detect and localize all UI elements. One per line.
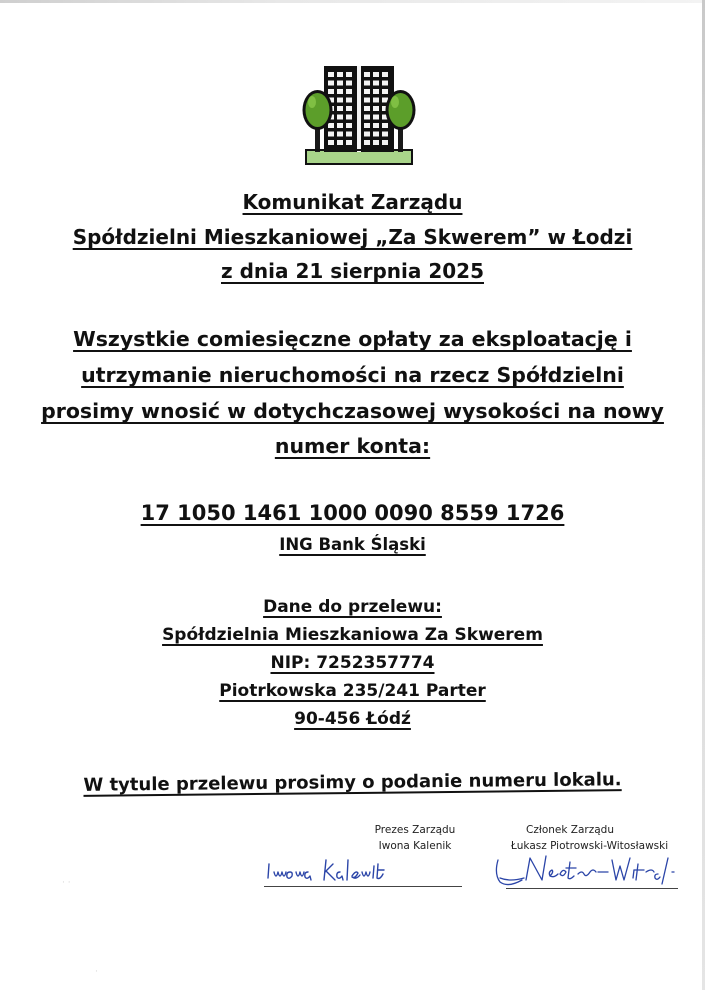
building-window bbox=[364, 72, 370, 77]
building-window bbox=[337, 115, 343, 120]
building-window bbox=[337, 72, 343, 77]
building-window bbox=[364, 98, 370, 103]
building-window bbox=[346, 98, 352, 103]
building-window bbox=[346, 81, 352, 86]
building-window bbox=[382, 132, 388, 137]
recipient-nip: NIP: 7252357774 bbox=[270, 653, 435, 673]
signature-role-board-member: Członek Zarządu bbox=[526, 824, 614, 836]
building-window bbox=[373, 115, 379, 120]
building-window bbox=[346, 140, 352, 145]
signature-name-board-member: Łukasz Piotrowski-Witosławski bbox=[510, 840, 669, 852]
building-window bbox=[373, 123, 379, 128]
cooperative-name: Spółdzielni Mieszkaniowej „Za Skwerem” w Łodzi bbox=[72, 225, 633, 249]
message-line-1: Wszystkie comiesięczne opłaty za eksploatację i bbox=[73, 327, 632, 351]
building-window bbox=[328, 123, 334, 128]
building-window bbox=[382, 72, 388, 77]
building-window bbox=[373, 106, 379, 111]
building-window bbox=[337, 98, 343, 103]
scan-speck: · · bbox=[62, 878, 71, 888]
building-window bbox=[328, 72, 334, 77]
bank-name: ING Bank Śląski bbox=[279, 535, 426, 554]
bank-account-number: 17 1050 1461 1000 0090 8559 1726 bbox=[140, 501, 565, 525]
building-window bbox=[328, 140, 334, 145]
signature-line-president bbox=[264, 886, 462, 887]
building-window bbox=[328, 81, 334, 86]
building-window bbox=[364, 115, 370, 120]
building-window bbox=[364, 81, 370, 86]
building-window bbox=[373, 72, 379, 77]
signature-name-president: Iwona Kalenik bbox=[378, 840, 452, 852]
building-window bbox=[328, 89, 334, 94]
building-window bbox=[328, 132, 334, 137]
scan-edge-top bbox=[0, 0, 705, 3]
recipient-street: Piotrkowska 235/241 Parter bbox=[219, 681, 486, 701]
building-window bbox=[337, 89, 343, 94]
building-window bbox=[364, 140, 370, 145]
handwritten-signature-board-member bbox=[492, 850, 688, 892]
building-window bbox=[346, 132, 352, 137]
building-window bbox=[373, 81, 379, 86]
recipient-name: Spółdzielnia Mieszkaniowa Za Skwerem bbox=[162, 625, 543, 645]
building-window bbox=[382, 89, 388, 94]
building-window bbox=[364, 132, 370, 137]
transfer-details-heading: Dane do przelewu: bbox=[263, 597, 442, 617]
signature-line-board-member bbox=[506, 888, 678, 889]
message-line-2: utrzymanie nieruchomości na rzecz Spółdzielni bbox=[81, 363, 624, 387]
building-window bbox=[346, 106, 352, 111]
message-line-4: numer konta: bbox=[274, 434, 431, 458]
building-window bbox=[382, 140, 388, 145]
building-window bbox=[346, 123, 352, 128]
building-window bbox=[373, 132, 379, 137]
building-window bbox=[337, 123, 343, 128]
building-window bbox=[364, 106, 370, 111]
signature-role-president: Prezes Zarządu bbox=[374, 824, 456, 836]
building-window bbox=[373, 140, 379, 145]
building-window bbox=[337, 140, 343, 145]
building-window bbox=[364, 89, 370, 94]
building-window bbox=[382, 81, 388, 86]
building-window bbox=[364, 123, 370, 128]
building-window bbox=[337, 132, 343, 137]
announcement-date: z dnia 21 sierpnia 2025 bbox=[221, 259, 484, 283]
scan-speck: · bbox=[95, 967, 98, 977]
building-window bbox=[346, 115, 352, 120]
message-line-3: prosimy wnosić w dotychczasowej wysokości na nowy bbox=[41, 399, 664, 423]
transfer-title-note: W tytule przelewu prosimy o podanie numeru lokalu. bbox=[83, 769, 622, 796]
apartment-building-with-trees-icon bbox=[300, 64, 418, 166]
building-window bbox=[337, 106, 343, 111]
building-window bbox=[337, 81, 343, 86]
building-window bbox=[373, 89, 379, 94]
building-window bbox=[373, 98, 379, 103]
building-window bbox=[382, 123, 388, 128]
building-window bbox=[346, 89, 352, 94]
announcement-title: Komunikat Zarządu bbox=[242, 190, 463, 214]
recipient-city: 90-456 Łódź bbox=[294, 709, 411, 729]
building-window bbox=[346, 72, 352, 77]
